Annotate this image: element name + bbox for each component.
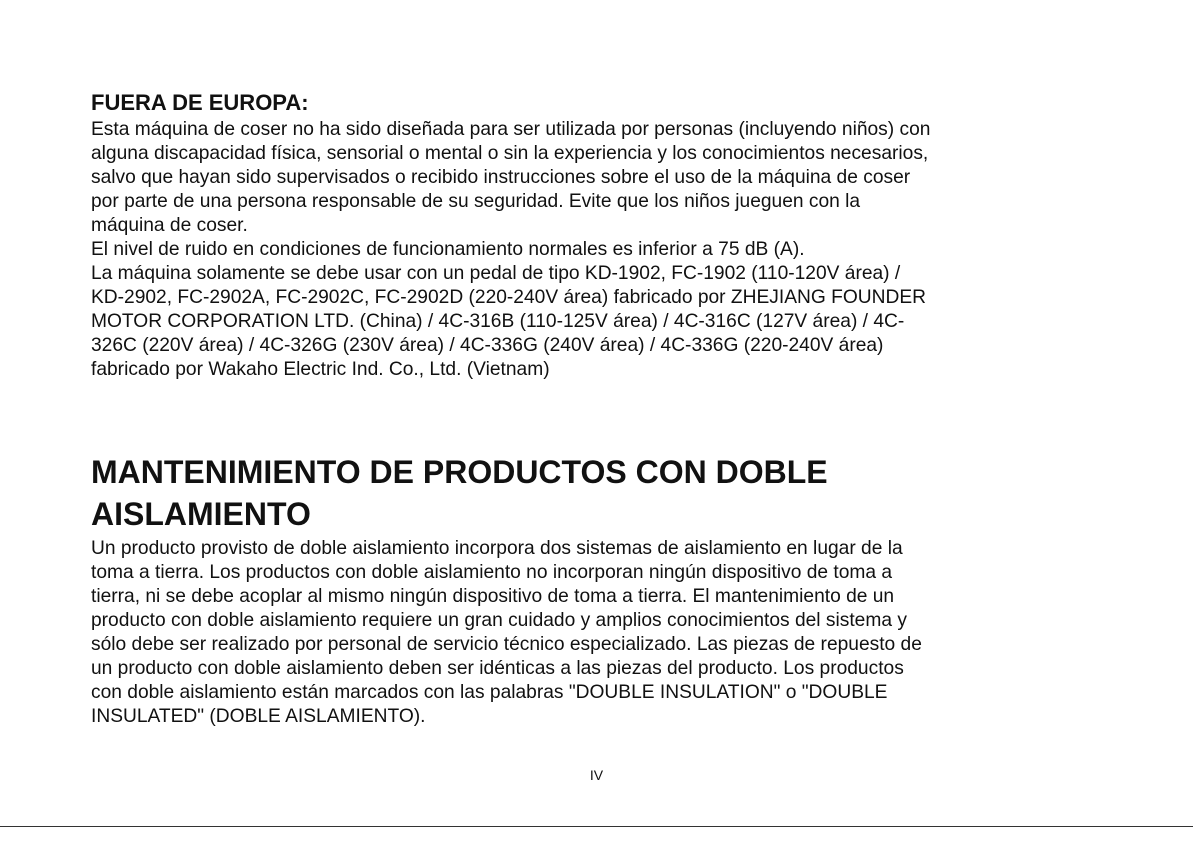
body-line: toma a tierra. Los productos con doble aislamiento no incorporan ningún dispositivo de toma a (91, 562, 893, 583)
body-line: INSULATED" (DOBLE AISLAMIENTO). (91, 706, 426, 727)
section-title-line: MANTENIMIENTO DE PRODUCTOS CON DOBLE (91, 454, 828, 490)
body-line: Un producto provisto de doble aislamiento incorpora dos sistemas de aislamiento en lugar de la (91, 538, 903, 559)
body-line: alguna discapacidad física, sensorial o mental o sin la experiencia y los conocimientos necesarios, (91, 143, 929, 164)
body-line: MOTOR CORPORATION LTD. (China) / 4C-316B (110-125V área) / 4C-316C (127V área) / 4C- (91, 311, 905, 332)
body-line: tierra, ni se debe acoplar al mismo ningún dispositivo de toma a tierra. El mantenimiento de un (91, 586, 895, 607)
body-line: un producto con doble aislamiento deben ser idénticas a las piezas del producto. Los productos (91, 658, 904, 679)
body-line: sólo debe ser realizado por personal de servicio técnico especializado. Las piezas de repuesto de (91, 634, 922, 655)
section-heading: FUERA DE EUROPA: (91, 90, 309, 115)
section-title (91, 451, 1103, 535)
body-line: Esta máquina de coser no ha sido diseñada para ser utilizada por personas (incluyendo niños) con (91, 119, 931, 140)
page-number: IV (589, 767, 604, 783)
section-title-line: AISLAMIENTO (91, 496, 311, 532)
body-line: 326C (220V área) / 4C-326G (230V área) / 4C-336G (240V área) / 4C-336G (220-240V área) (91, 335, 884, 356)
section-double-insulation (91, 451, 1103, 729)
body-line: La máquina solamente se debe usar con un pedal de tipo KD-1902, FC-1902 (110-120V área) / (91, 263, 901, 284)
body-line: El nivel de ruido en condiciones de funcionamiento normales es inferior a 75 dB (A). (91, 239, 805, 260)
body-line: con doble aislamiento están marcados con las palabras "DOUBLE INSULATION" o "DOUBLE (91, 682, 888, 703)
body-line: fabricado por Wakaho Electric Ind. Co., Ltd. (Vietnam) (91, 359, 550, 380)
body-line: salvo que hayan sido supervisados o recibido instrucciones sobre el uso de la máquina de coser (91, 167, 911, 188)
body-line: KD-2902, FC-2902A, FC-2902C, FC-2902D (220-240V área) fabricado por ZHEJIANG FOUNDER (91, 287, 926, 308)
body-line: máquina de coser. (91, 215, 248, 236)
body-line: producto con doble aislamiento requiere un gran cuidado y amplios conocimientos del sistema y (91, 610, 907, 631)
body-line: por parte de una persona responsable de su seguridad. Evite que los niños jueguen con la (91, 191, 861, 212)
section-outside-europe (91, 88, 1103, 382)
bottom-divider (0, 826, 1193, 827)
